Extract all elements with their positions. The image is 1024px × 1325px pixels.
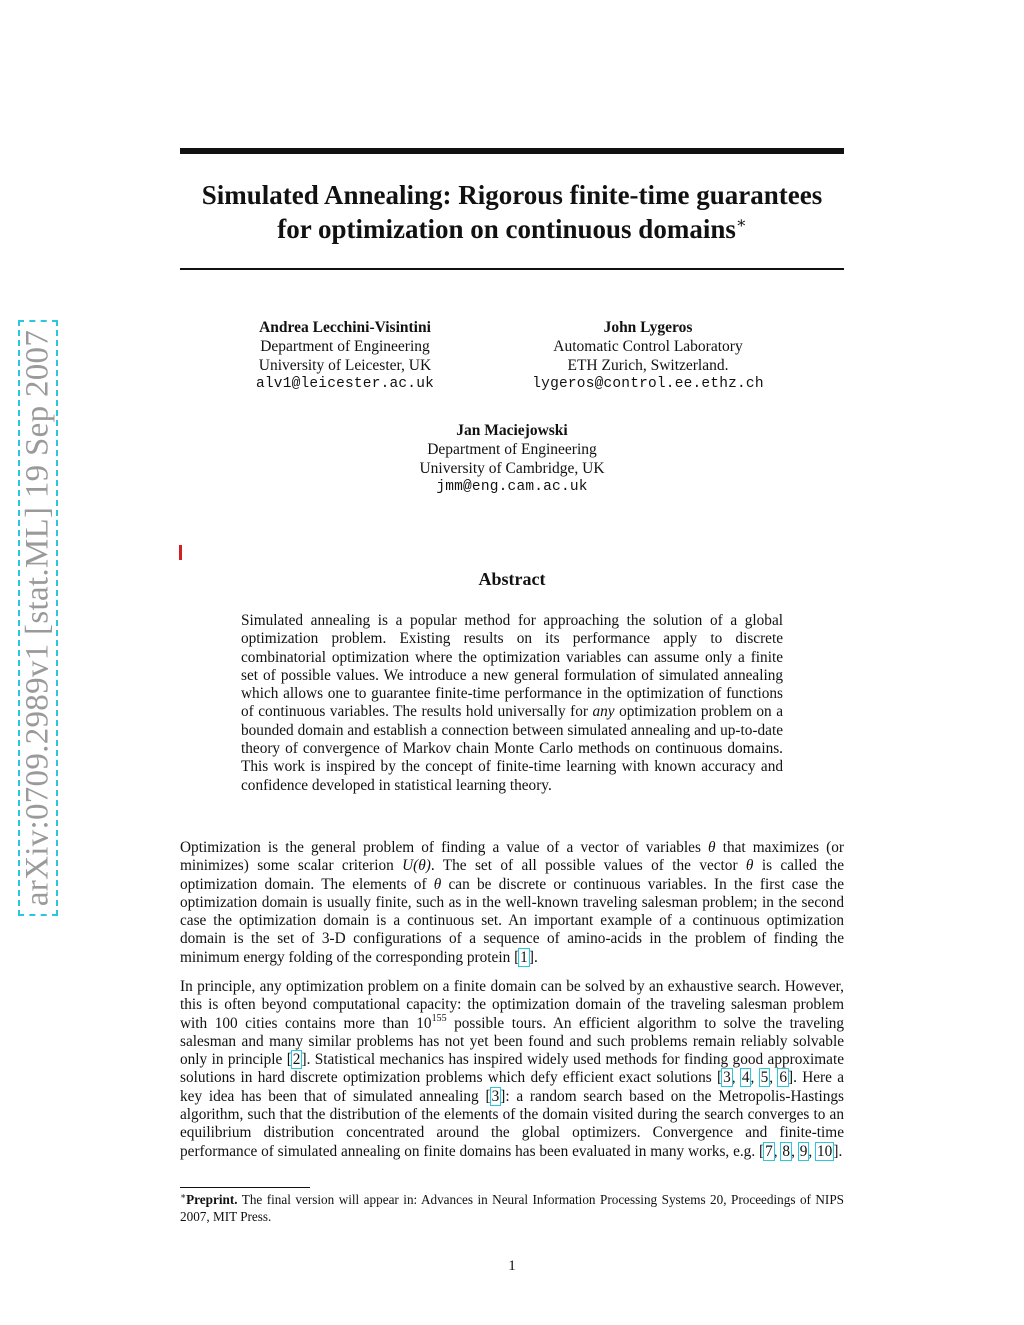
- footnote-text: The final version will appear in: Advances in Neural Information Processing Systems 20, Proceedings of NIPS 2007, MIT Press.: [180, 1192, 844, 1224]
- arxiv-identifier[interactable]: arXiv:0709.2989v1 [stat.ML] 19 Sep 2007: [19, 329, 56, 907]
- citation-link[interactable]: 3: [491, 1087, 500, 1105]
- footnote: [180, 1191, 844, 1225]
- author-institution: University of Cambridge, UK: [419, 460, 605, 477]
- citation-link[interactable]: 1: [520, 948, 528, 966]
- citation-link[interactable]: 2: [292, 1051, 301, 1069]
- intro-paragraph-1: Optimization is the general problem of finding a value of a vector of variables θ that maximizes (or minimizes) some scalar criterion U(θ). The set of all possible values of the vector θ is called the optimization domain. The elements of θ can be discrete or continuous variables. In the first case the optimization domain is usually finite, such as in the well-known traveling salesman problem; in the second case the optimization domain is a continuous set. An important example of a continuous optimization domain is the set of 3-D configurations of a sequence of amino-acids in the problem of finding the minimum energy folding of the corresponding protein [1].: [180, 839, 845, 966]
- author-institution: University of Leicester, UK: [258, 357, 432, 374]
- author-email[interactable]: jmm@eng.cam.ac.uk: [436, 479, 588, 495]
- footnote-rule: [180, 1187, 310, 1188]
- footnote-marker: ∗: [180, 1191, 187, 1201]
- author-name: Jan Maciejowski: [456, 422, 568, 439]
- citation-link[interactable]: 4: [741, 1069, 750, 1087]
- title-bottom-rule: [180, 268, 844, 270]
- paper-title: [180, 178, 844, 246]
- author-department: Department of Engineering: [427, 441, 597, 458]
- author-department: Department of Engineering: [260, 338, 430, 355]
- citation-link[interactable]: 3: [723, 1069, 731, 1087]
- citation-link[interactable]: 9: [799, 1142, 808, 1160]
- author-email[interactable]: lygeros@control.ee.ethz.ch: [532, 376, 764, 392]
- footnote-label: Preprint.: [186, 1192, 238, 1207]
- abstract-emphasis: any: [592, 703, 615, 721]
- citation-link[interactable]: 6: [779, 1069, 788, 1087]
- abstract-heading: Abstract: [478, 569, 546, 589]
- title-line-2: for optimization on continuous domains: [277, 214, 736, 244]
- citation-link[interactable]: 8: [782, 1142, 791, 1160]
- arxiv-sidebar[interactable]: [18, 320, 58, 916]
- title-top-rule: [180, 148, 844, 154]
- author-name: Andrea Lecchini-Visintini: [259, 319, 431, 336]
- page-number: 1: [508, 1258, 516, 1274]
- citation-link[interactable]: 5: [760, 1069, 769, 1087]
- author-block-2: [510, 318, 786, 394]
- author-institution: ETH Zurich, Switzerland.: [567, 357, 729, 374]
- abstract-text: Simulated annealing is a popular method for approaching the solution of a global optimization problem. Existing results on its performance apply to discrete combinatorial optimization where the optimization variables can assume only a finite set of possible values. We introduce a new general formulation of simulated annealing which allows one to guarantee finite-time performance in the optimization of functions of continuous variables. The results hold universally for any optimization problem on a bounded domain and establish a connection between simulated annealing and up-to-date theory of convergence of Markov chain Monte Carlo methods on continuous domains. This work is inspired by the concept of finite-time learning with known accuracy and confidence developed in statistical learning theory.: [241, 612, 783, 794]
- citation-link[interactable]: 7: [765, 1142, 773, 1160]
- author-name: John Lygeros: [603, 319, 693, 336]
- title-line-1: Simulated Annealing: Rigorous finite-time guarantees: [201, 180, 823, 210]
- red-margin-mark: [179, 545, 182, 560]
- citation-link[interactable]: 10: [817, 1142, 833, 1160]
- author-block-3: [390, 421, 634, 497]
- author-email[interactable]: alv1@leicester.ac.uk: [255, 376, 435, 392]
- title-footnote-marker[interactable]: ∗: [735, 215, 747, 232]
- author-department: Automatic Control Laboratory: [553, 338, 743, 355]
- author-block-1: [220, 318, 470, 394]
- intro-paragraph-2: In principle, any optimization problem on a finite domain can be solved by an exhaustive search. However, this is often beyond computational capacity: the optimization domain of the traveling salesman problem with 100 cities contains more than $10^{155}$ possible tours. An efficient algorithm to solve the traveling salesman and many similar problems has not yet been found and such problems remain reliably solvable only in principle [2]. Statistical mechanics has inspired widely used methods for finding good approximate solutions in hard discrete optimization problems which defy efficient exact solutions [3, 4, 5, 6]. Here a key idea has been that of simulated annealing [3]: a random search based on the Metropolis-Hastings algorithm, such that the distribution of the elements of the domain visited during the search converges to an equilibrium distribution concentrated around the global optimizers. Convergence and finite-time performance of simulated annealing on finite domains has been evaluated in many works, e.g. [7, 8, 9, 10].: [180, 978, 845, 1160]
